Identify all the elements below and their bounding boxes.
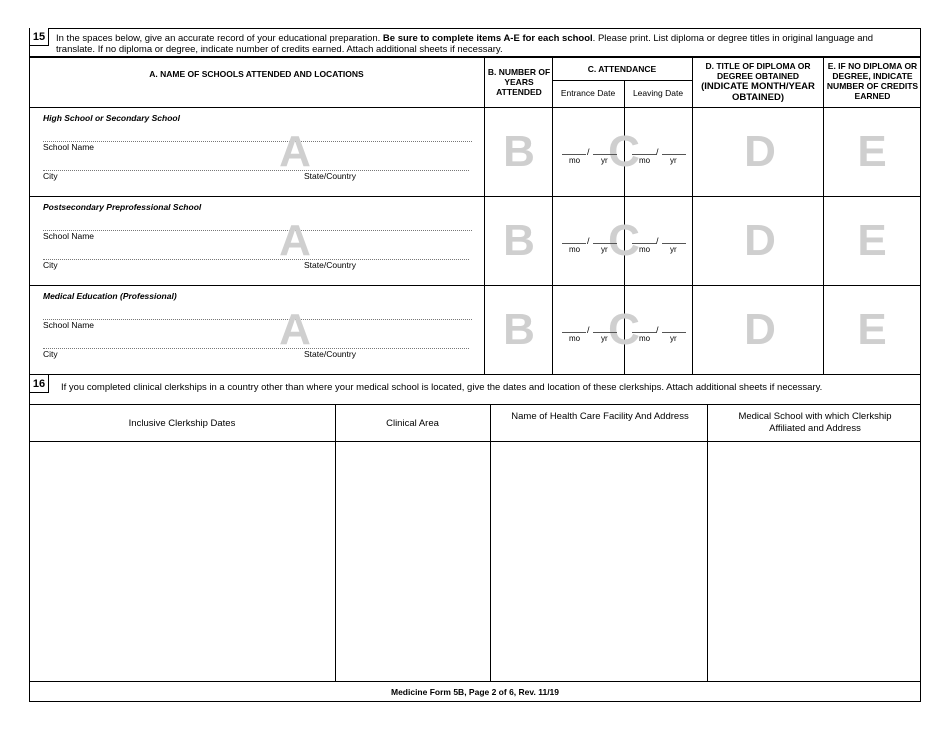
state-country-label: State/Country (304, 349, 356, 359)
header-b: B. NUMBER OF YEARS ATTENDED (487, 67, 551, 97)
facility-field[interactable] (491, 442, 707, 681)
watermark-d: D (744, 305, 776, 354)
divider (552, 57, 553, 374)
col-facility: Name of Health Care Facility And Address (511, 411, 689, 422)
row-2-title: Postsecondary Preprofessional School (43, 202, 202, 212)
section-15-instructions: In the spaces below, give an accurate record of your educational preparation. Be sure to complete items A-E for each school. Please print. List diploma or degree titles in original language and translate. If no diploma or degree, indicate number of credits earned. Attach additional sheets if necessary. (56, 33, 874, 55)
school-name-line[interactable] (43, 319, 472, 320)
footer: Medicine Form 5B, Page 2 of 6, Rev. 11/19 (390, 687, 560, 697)
divider (552, 80, 692, 81)
section-16-instructions: If you completed clinical clerkships in a country other than where your medical school is located, give the dates and location of these clerkships. Attach additional sheets if necessary. (61, 382, 823, 393)
leaving-mo-line[interactable] (632, 154, 656, 155)
leaving-yr-line[interactable] (662, 332, 686, 333)
header-c: C. ATTENDANCE (587, 64, 657, 74)
section-16-number: 16 (30, 375, 49, 393)
mo-label: mo (639, 245, 651, 254)
divider (484, 57, 485, 374)
watermark-e: E (857, 127, 887, 176)
yr-label: yr (601, 156, 608, 165)
divider (29, 681, 921, 682)
medical-school-field[interactable] (708, 442, 920, 681)
clerkship-dates-field[interactable] (29, 442, 335, 681)
school-name-label: School Name (43, 142, 95, 152)
col-clerkship-dates: Inclusive Clerkship Dates (128, 418, 236, 429)
yr-label: yr (670, 334, 677, 343)
watermark-a: A (279, 216, 311, 265)
watermark-a: A (279, 305, 311, 354)
school-name-line[interactable] (43, 141, 472, 142)
city-line[interactable] (43, 170, 469, 171)
leaving-mo-line[interactable] (632, 243, 656, 244)
header-c-entrance: Entrance Date (560, 88, 616, 98)
clinical-area-field[interactable] (336, 442, 490, 681)
city-label: City (43, 171, 58, 181)
header-e: E. IF NO DIPLOMA OR DEGREE, INDICATE NUMBER OF CREDITS EARNED (826, 61, 919, 101)
mo-label: mo (639, 156, 651, 165)
yr-label: yr (670, 245, 677, 254)
divider (29, 374, 921, 375)
date-slash: / (587, 325, 590, 335)
entrance-mo-line[interactable] (562, 154, 586, 155)
watermark-a: A (279, 127, 311, 176)
row-3-title: Medical Education (Professional) (43, 291, 177, 301)
watermark-c: C (608, 305, 640, 354)
school-name-label: School Name (43, 320, 95, 330)
city-label: City (43, 349, 58, 359)
entrance-yr-line[interactable] (593, 243, 617, 244)
divider (29, 107, 921, 108)
state-country-label: State/Country (304, 260, 356, 270)
date-slash: / (656, 325, 659, 335)
entrance-yr-line[interactable] (593, 332, 617, 333)
yr-label: yr (601, 334, 608, 343)
date-slash: / (587, 236, 590, 246)
watermark-b: B (503, 305, 535, 354)
state-country-label: State/Country (304, 171, 356, 181)
divider (29, 404, 921, 405)
entrance-mo-line[interactable] (562, 243, 586, 244)
divider (29, 285, 921, 286)
watermark-c: C (608, 127, 640, 176)
row-1-title: High School or Secondary School (43, 113, 180, 123)
watermark-e: E (857, 305, 887, 354)
header-d: D. TITLE OF DIPLOMA OR DEGREE OBTAINED (INDICATE MONTH/YEAR OBTAINED) (701, 61, 815, 103)
col-medical-school: Medical School with which Clerkship Affiliated and Address (738, 411, 892, 434)
divider (29, 196, 921, 197)
watermark-d: D (744, 216, 776, 265)
watermark-e: E (857, 216, 887, 265)
watermark-b: B (503, 216, 535, 265)
city-line[interactable] (43, 259, 469, 260)
date-slash: / (656, 236, 659, 246)
mo-label: mo (639, 334, 651, 343)
city-line[interactable] (43, 348, 469, 349)
date-slash: / (656, 147, 659, 157)
leaving-mo-line[interactable] (632, 332, 656, 333)
header-c-leaving: Leaving Date (632, 88, 684, 98)
entrance-mo-line[interactable] (562, 332, 586, 333)
entrance-yr-line[interactable] (593, 154, 617, 155)
leaving-yr-line[interactable] (662, 154, 686, 155)
yr-label: yr (601, 245, 608, 254)
divider (29, 56, 921, 58)
city-label: City (43, 260, 58, 270)
divider (692, 57, 693, 374)
school-name-label: School Name (43, 231, 95, 241)
mo-label: mo (569, 245, 581, 254)
mo-label: mo (569, 334, 581, 343)
yr-label: yr (670, 156, 677, 165)
section-15-number: 15 (30, 28, 49, 46)
watermark-b: B (503, 127, 535, 176)
header-a: A. NAME OF SCHOOLS ATTENDED AND LOCATIONS (149, 69, 364, 79)
divider (823, 57, 824, 374)
col-clinical-area: Clinical Area (386, 418, 439, 429)
mo-label: mo (569, 156, 581, 165)
date-slash: / (587, 147, 590, 157)
leaving-yr-line[interactable] (662, 243, 686, 244)
watermark-d: D (744, 127, 776, 176)
school-name-line[interactable] (43, 230, 472, 231)
watermark-c: C (608, 216, 640, 265)
